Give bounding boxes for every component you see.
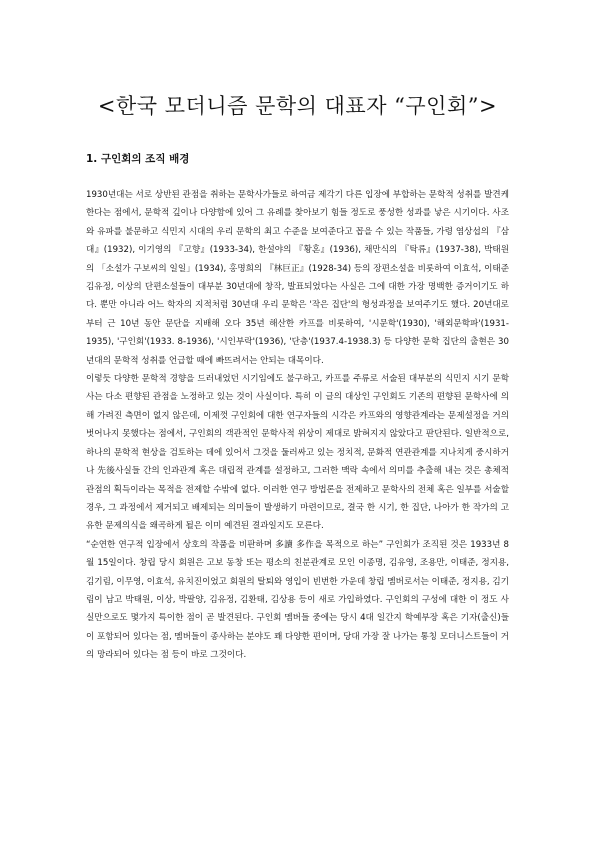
document-title: <한국 모더니즘 문학의 대표자 “구인회”> [97,94,498,118]
paragraph-background: 1930년대는 서로 상반된 관점을 취하는 문학사가들로 하여금 제각기 다른 입장에 부합하는 문학적 성취를 발견케 한다는 점에서, 문학적 깊이나 다양함에 있어 그 유례를 찾아보기 힘들 정도로 풍성한 성과를 낳은 시기이다. 사조와 유파를 불문하고 식민지 시대의 우리 문학의 최고 수준을 보여준다고 꼽을 수 있는 작품들, 가령 염상섭의 『삼대』(1932), 이기영의 『고향』(1933-34), 한설야의 『황혼』(1936), 채만식의 『탁류』(1937-38), 박태원의 「소설가 구보씨의 일일」(1934), 홍명희의 『林巨正』(1928-34) 등의 장편소설을 비롯하여 이효석, 이태준 김유정, 이상의 단편소설들이 대부분 30년대에 창작, 발표되었다는 사실은 그에 대한 가장 명백한 증거이기도 하다. 뿐만 아니라 어느 학자의 지적처럼 30년대 우리 문학은 '작은 집단'의 형성과정을 보여주기도 했다. 20년대로부터 근 10년 동안 문단을 지배해 오다 35년 해산한 카프를 비롯하여, '시문학'(1930), '해외문학파'(1931-1935), '구인회'(1933. 8-1936), '시인부락'(1936), '단층'(1937.4-1938.3) 등 다양한 문학 집단의 출현은 30년대의 문학적 성취를 언급할 때에 빠뜨려서는 안되는 대목이다. [86,190,509,366]
paragraph-founding: “순연한 연구적 입장에서 상호의 작품을 비판하며 多讀 多作을 목적으로 하는” 구인회가 조직된 것은 1933년 8월 15일이다. 창립 당시 회원은 고보 동창 또는 평소의 친분관계로 모인 이종명, 김유영, 조용만, 이태준, 정지용, 김기림, 이무영, 이효석, 유치진이었고 회원의 탈퇴와 영입이 빈번한 가운데 창립 멤버로서는 이태준, 정지용, 김기림이 남고 박태원, 이상, 박팔양, 김유정, 김환태, 김상용 등이 새로 가입하였다. 구인회의 구성에 대한 이 정도 사실만으로도 몇가지 특이한 점이 곧 발견된다. 구인회 멤버들 중에는 당시 4대 일간지 학예부장 혹은 기자(출신)들이 포함되어 있다는 점, 멤버들이 종사하는 분야도 꽤 다양한 편이며, 당대 가장 잘 나가는 통칭 모더니스트들이 거의 망라되어 있다는 점 등이 바로 그것이다. [86,539,509,661]
paragraph-literary-history: 이렇듯 다양한 문학적 경향을 드러내었던 시기임에도 불구하고, 카프를 주류로 서술된 대부분의 식민지 시기 문학사는 다소 편향된 관점을 노정하고 있는 것이 사실이다. 특히 이 글의 대상인 구인회도 기존의 편향된 문학사에 의해 가려진 측면이 없지 않은데, 이제껏 구인회에 대한 연구자들의 시각은 카프와의 영향관계라는 문제설정을 거의 벗어나지 못했다는 점에서, 구인회의 객관적인 문학사적 위상이 제대로 밝혀지지 않았다고 판단된다. 일반적으로, 하나의 문학적 현상을 검토하는 데에 있어서 그것을 둘러싸고 있는 정치적, 문화적 연관관계를 지나치게 중시하거나 先後사실들 간의 인과관계 혹은 대립적 관계를 설정하고, 그러한 맥락 속에서 의미를 추출해 내는 것은 총체적 관점의 획득이라는 목적을 전제할 수밖에 없다. 이러한 연구 방법론을 전제하고 문학사의 전체 혹은 일부를 서술할 경우, 그 과정에서 제거되고 배제되는 의미들이 발생하기 마련이므로, 결국 한 시기, 한 집단, 나아가 한 작가의 고유한 문제의식을 왜곡하게 될은 이미 예견된 결과일지도 모른다. [86,374,509,532]
section-heading: 1. 구인회의 조직 배경 [86,153,190,165]
body-text [86,186,509,665]
